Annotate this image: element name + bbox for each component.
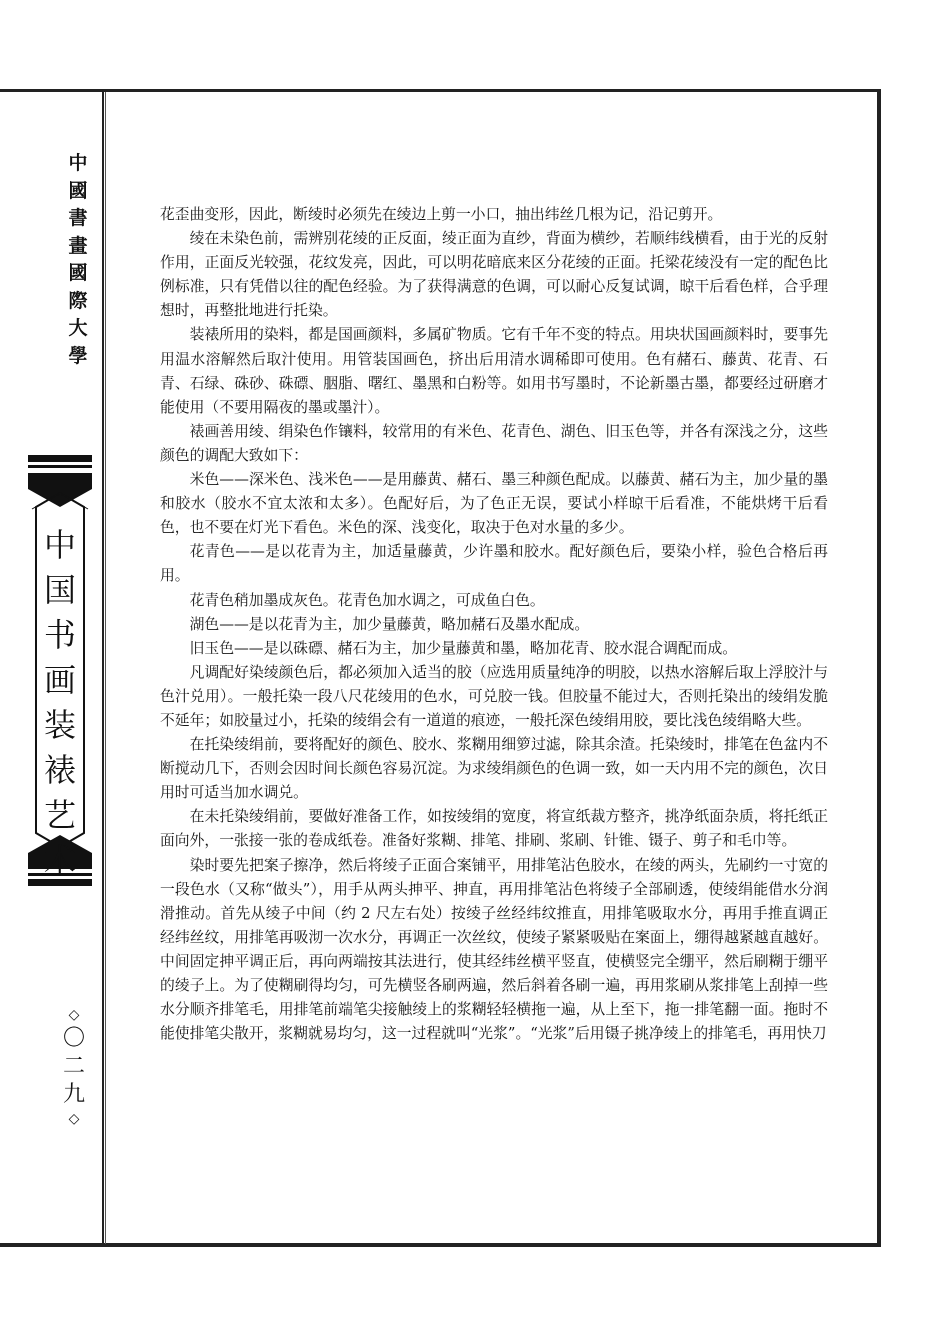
university-char: 大 <box>68 317 88 339</box>
diamond-icon: ◇ <box>68 1007 80 1023</box>
paragraph: 凡调配好染绫颜色后，都必须加入适当的胶（应选用质量纯净的明胶，以热水溶解后取上浮胶汁与色汁兑用）。一般托染一段八尺花绫用的色水，可兑胶一钱。但胶量不能过大，否则托染出的绫绢发脆不延年；如胶量过小，托染的绫绢会有一道道的痕迹，一般托深色绫绢用胶，要比浅色绫绢略大些。 <box>160 663 828 729</box>
paragraph: 染时要先把案子擦净，然后将绫子正面合案铺平，用排笔沾色胶水，在绫的两头，先刷约一寸宽的一段色水（又称“做头”），用手从两头抻平、抻直，再用排笔沾色将绫子全部刷透，使绫绢能借水分润滑推动。首先从绫子中间（约 2 尺左右处）按绫子丝经纬纹推直，用排笔吸取水分，再用手推直调正经纬丝纹，用排笔再吸沏一次水分，再调正一次丝纹，使绫子紧紧吸贴在案面上，绷得越紧越直越好。中间固定抻平调正后，再向两端按其法进行，使其经纬丝横平竖直，使横竖完全绷平，然后刷糊于绷平的绫子上。为了使糊刷得均匀，可先横竖各刷两遍，然后斜着各刷一遍，再用浆刷从浆排笔上刮掉一些水分顺齐排笔毛，用排笔前端笔尖接触绫上的浆糊轻轻横拖一遍，从上至下，拖一排笔翻一面。拖时不能使排笔尖散开，浆糊就易均匀，这一过程就叫“光浆”。“光浆”后用镊子挑净绫上的排笔毛，再用快刀 <box>160 856 828 1043</box>
book-title-char: 书 <box>43 616 76 654</box>
university-char: 學 <box>68 344 88 367</box>
paragraph: 花青色——是以花青为主，加适量藤黄，少许墨和胶水。配好颜色后，要染小样，验色合格后再用。 <box>160 543 828 585</box>
spine-divider-inner <box>105 92 106 1244</box>
university-char: 中 <box>68 152 88 174</box>
book-title-char: 装 <box>43 706 76 744</box>
book-title-char: 国 <box>43 571 76 609</box>
paragraph: 在未托染绫绢前，要做好准备工作，如按绫绢的宽度，将宣纸裁方整齐，挑净纸面杂质，将托纸正面向外，一张接一张的卷成纸卷。准备好浆糊、排笔、排刷、浆刷、针锥、镊子、剪子和毛巾等。 <box>160 808 828 850</box>
paragraph: 装裱所用的染料，都是国画颜料，多属矿物质。它有千年不变的特点。用块状国画颜料时，要事先用温水溶解然后取汁使用。用管装国画色，挤出后用清水调稀即可使用。色有赭石、藤黄、花青、石青、石绿、硃砂、硃磦、胭脂、曙红、墨黑和白粉等。如用书写墨时，不论新墨古墨，都要经过研磨才能使用（不要用隔夜的墨或墨汁）。 <box>160 326 828 416</box>
university-char: 書 <box>68 207 88 229</box>
book-title <box>40 523 80 883</box>
paragraph: 花歪曲变形，因此，断绫时必须先在绫边上剪一小口，抽出纬丝几根为记，沿记剪开。 <box>160 206 723 223</box>
paragraph: 米色——深米色、浅米色——是用藤黄、赭石、墨三种颜色配成。以藤黄、赭石为主，加少量的墨和胶水（胶水不宜太浓和太多）。色配好后，为了色正无误，要试小样晾干后看准，不能烘烤干后看色，也不要在灯光下看色。米色的深、浅变化，取决于色对水量的多少。 <box>160 471 828 537</box>
paragraph: 绫在未染色前，需辨别花绫的正反面，绫正面为直纱，背面为横纱，若顺纬线横看，由于光的反射作用，正面反光较强，花纹发亮，因此，可以明花暗底来区分花绫的正面。托梁花绫没有一定的配色比例标准，只有凭借以往的配色经验。为了获得满意的色调，可以耐心反复试调，晾干后看色样，合乎理想时，再整批地进行托染。 <box>160 230 828 320</box>
page-number <box>63 1005 85 1129</box>
university-char: 際 <box>68 289 88 312</box>
university-label <box>56 150 100 370</box>
body-text <box>160 203 828 1046</box>
book-title-char: 画 <box>43 661 76 699</box>
paragraph: 湖色——是以花青为主，加少量藤黄，略加赭石及墨水配成。 <box>189 615 590 633</box>
book-title-char: 艺 <box>43 796 76 834</box>
university-char: 國 <box>68 179 88 202</box>
university-char: 國 <box>68 262 88 284</box>
paragraph: 裱画善用绫、绢染色作镶料，较常用的有米色、花青色、湖色、旧玉色等，并各有深浅之分，这些颜色的调配大致如下： <box>160 422 828 464</box>
page-number-char: 九 <box>63 1082 86 1107</box>
book-title-char: 裱 <box>43 751 76 789</box>
paragraph: 在托染绫绢前，要将配好的颜色、胶水、浆糊用细箩过滤，除其余渣。托染绫时，排笔在色盆内不断搅动几下，否则会因时间长颜色容易沉淀。为求绫绢颜色的色调一致，如一天内用不完的颜色，次日用时可适当加水调兑。 <box>160 736 828 802</box>
book-title-char: 术 <box>43 841 76 879</box>
book-title-char: 中 <box>43 526 76 564</box>
paragraph: 旧玉色——是以硃磦、赭石为主，加少量藤黄和墨，略加花青、胶水混合调配而成。 <box>189 639 738 657</box>
spine-divider <box>102 92 104 1244</box>
page-number-char: 二 <box>63 1054 86 1079</box>
page-number-char: 〇 <box>63 1026 86 1051</box>
diamond-icon: ◇ <box>68 1111 80 1127</box>
paragraph: 花青色稍加墨成灰色。花青色加水调之，可成鱼白色。 <box>189 591 545 609</box>
university-char: 畫 <box>68 234 88 257</box>
